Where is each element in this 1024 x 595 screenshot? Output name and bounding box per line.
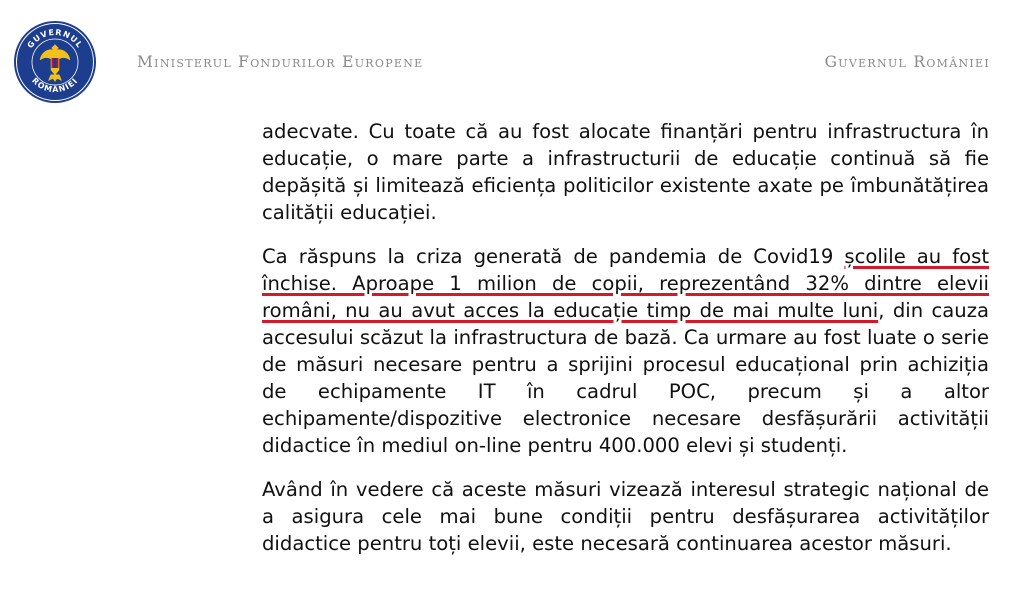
government-name: Guvernul României bbox=[824, 53, 990, 71]
svg-text:ROMÂNIEI: ROMÂNIEI bbox=[30, 76, 80, 95]
page-header bbox=[0, 0, 1024, 110]
paragraph-conclusion: Având în vedere că aceste măsuri vizează interesul strategic național de a asigura cele mai bune condiții pentru desfășurarea activităților didactice pentru toți elevii, este necesară continuarea acestor măsuri. bbox=[262, 478, 989, 555]
svg-text:GUVERNUL: GUVERNUL bbox=[25, 27, 85, 50]
paragraph-pandemic-intro: Ca răspuns la criza generată de pandemia de Covid19 bbox=[262, 245, 845, 268]
document-body bbox=[262, 118, 989, 574]
government-seal-icon bbox=[13, 20, 97, 104]
paragraph-pandemic-rest: , din cauza accesului scăzut la infrastructura de bază. Ca urmare au fost luate o serie de măsuri necesare pentru a sprijini procesul educațional prin achiziția de echipamente IT în cadrul POC, precum și a altor echipamente/dispozitive electronice necesare desfășurării activității didactice în mediul on-line pentru 400.000 elevi și studenți. bbox=[262, 299, 989, 457]
ministry-name: Ministerul Fondurilor Europene bbox=[137, 53, 424, 71]
paragraph-infrastructure: adecvate. Cu toate că au fost alocate finanțări pentru infrastructura în educație, o mare parte a infrastructurii de educație continuă să fie depășită și limitează eficiența politicilor existente axate pe îmbunătățirea calității educației. bbox=[262, 120, 989, 224]
paragraph-pandemic bbox=[262, 243, 989, 459]
highlighted-school-closure-text: școlile au fost închise. Aproape 1 milion de copii, reprezentând 32% dintre elevii români, nu au avut acces la educație timp de mai multe luni bbox=[262, 245, 990, 322]
